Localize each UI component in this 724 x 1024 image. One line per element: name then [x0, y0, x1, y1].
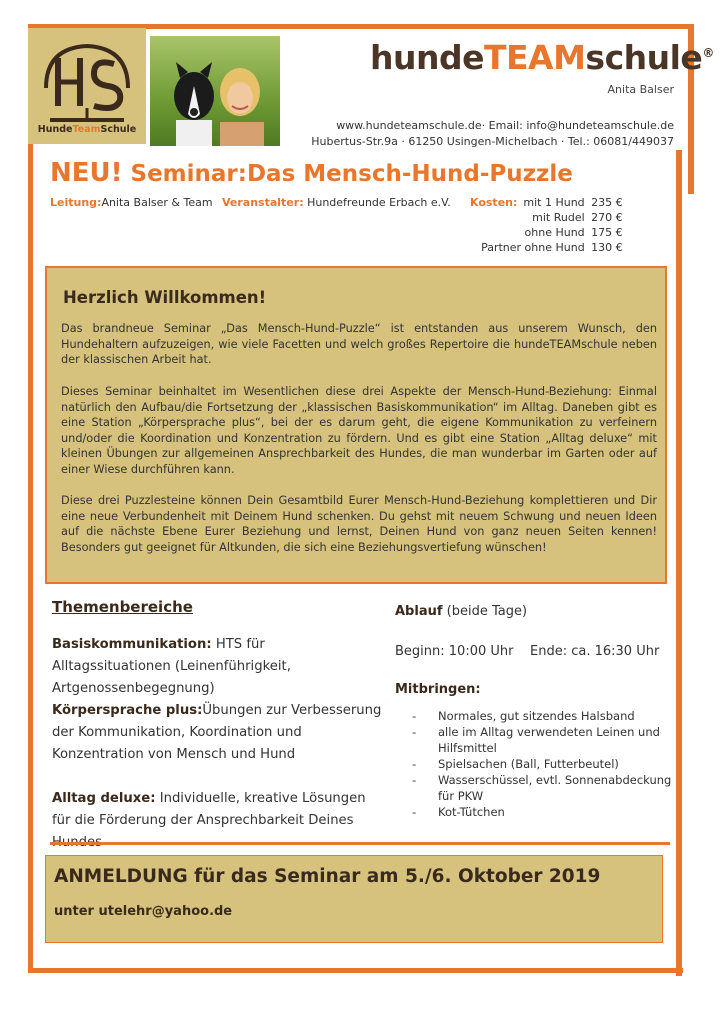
owner-name: Anita Balser [607, 83, 674, 96]
veranstalter-info: Veranstalter: Hundefreunde Erbach e.V. [222, 196, 451, 209]
costs-table [470, 196, 623, 256]
bring-heading: Mitbringen: [395, 682, 481, 697]
frame-right-border [676, 150, 682, 976]
schedule-heading: Ablauf (beide Tage) [395, 604, 528, 619]
cost-item: Partner ohne Hund [481, 241, 585, 254]
welcome-heading: Herzlich Willkommen! [63, 288, 267, 307]
logo [28, 28, 146, 144]
costs-label: Kosten: [470, 196, 518, 209]
frame-left-border [28, 24, 33, 968]
list-item: - alle im Alltag verwendeten Leinen und Hilfsmittel [412, 725, 660, 755]
seminar-title: Seminar:Das Mensch-Hund-Puzzle [130, 161, 573, 187]
bring-list [412, 708, 672, 820]
end-time: Ende: ca. 16:30 Uhr [530, 644, 660, 659]
costs-row [470, 241, 623, 256]
registration-title: ANMELDUNG für das Seminar am 5./6. Oktober 2019 [54, 866, 601, 887]
list-item: - Spielsachen (Ball, Futterbeutel) [412, 757, 619, 771]
costs-row [470, 196, 623, 211]
contact-address-phone: Hubertus-Str.9a · 61250 Usingen-Michelbach · Tel.: 06081/449037 [311, 135, 674, 148]
cost-item: mit 1 Hund [523, 196, 585, 209]
theme-item: Basiskommunikation: HTS für Alltagssituationen (Leinenführigkeit, Artgenossenbegegnung) [52, 637, 291, 696]
cost-price: 175 € [591, 226, 623, 239]
registration-email[interactable]: unter utelehr@yahoo.de [54, 904, 233, 919]
dog-and-woman-photo [150, 36, 280, 146]
theme-item: Alltag deluxe: Individuelle, kreative Lösungen für die Förderung der Ansprechbarkeit Deines [52, 791, 366, 828]
leitung-info: Leitung:Anita Balser & Team [50, 196, 213, 209]
section-divider [50, 842, 670, 845]
welcome-paragraph-3: Diese drei Puzzlesteine können Dein Gesamtbild Eurer Mensch-Hund-Beziehung komplettieren und Dir eine neue Verbundenheit mit Deinem Hund schenken. Du gehst mit neuem Schwung und neuen Ideen auf die nächste Ebene Eurer Beziehung und lernst, Deinen Hund von ganz neuen Seiten kennen! Besonders gut geeignet für Altkunden, die sich eine Beziehungsvertiefung wünschen! [61, 494, 657, 554]
list-item: - Normales, gut sitzendes Halsband [412, 709, 635, 723]
theme-item: Körpersprache plus:Übungen zur Verbesserung der Kommunikation, Koordination und Konzentration von Mensch und Hund [52, 703, 382, 762]
costs-row [470, 211, 623, 226]
welcome-panel [45, 266, 667, 584]
hs-monogram-icon [28, 28, 146, 128]
cost-price: 235 € [591, 196, 623, 209]
welcome-paragraph-2: Dieses Seminar beinhaltet im Wesentlichen diese drei Aspekte der Mensch-Hund-Beziehung: Einmal natürlich den Aufbau/die Fortsetzung der „klassischen Basiskommunikation“ im Alltag. Daneben gibt es eine Station „Körpersprache plus“, bei der es darum geht, die eigene Kommunikation zu verfeinern und/oder die Koordination und Konzentration zu fördern. Und es gibt eine Station „Alltag deluxe“ mit kleinen Übungen zur allgemeinen Ansprechbarkeit des Hundes, die man wunderbar im Garten oder auf einer Wiese durchführen kann. [61, 385, 657, 476]
new-label: NEU! [50, 158, 123, 188]
logo-text: HundeTeamSchule [37, 124, 137, 135]
list-item: - Kot-Tütchen [412, 805, 505, 819]
schedule-times [395, 644, 659, 659]
header-photo [150, 36, 280, 146]
frame-bottom-border [28, 968, 683, 973]
cost-item: mit Rudel [532, 211, 585, 224]
page-title [50, 158, 573, 188]
themes-heading: Themenbereiche [52, 598, 193, 616]
cost-price: 130 € [591, 241, 623, 254]
brand-name: hundeTEAMschule® [370, 38, 714, 77]
list-item: - Wasserschüssel, evtl. Sonnenabdeckung für PKW [412, 773, 672, 803]
cost-item: ohne Hund [524, 226, 585, 239]
begin-time: Beginn: 10:00 Uhr [395, 644, 514, 659]
welcome-paragraph-1: Das brandneue Seminar „Das Mensch-Hund-Puzzle“ ist entstanden aus unserem Wunsch, den Hundehaltern aufzuzeigen, wie viele Facetten und welch großes Repertoire die hundeTEAMschule neben der klassischen Arbeit hat. [61, 322, 657, 366]
registration-panel [45, 855, 663, 943]
cost-price: 270 € [591, 211, 623, 224]
contact-web-email: www.hundeteamschule.de· Email: info@hundeteamschule.de [336, 119, 674, 132]
costs-row [470, 226, 623, 241]
